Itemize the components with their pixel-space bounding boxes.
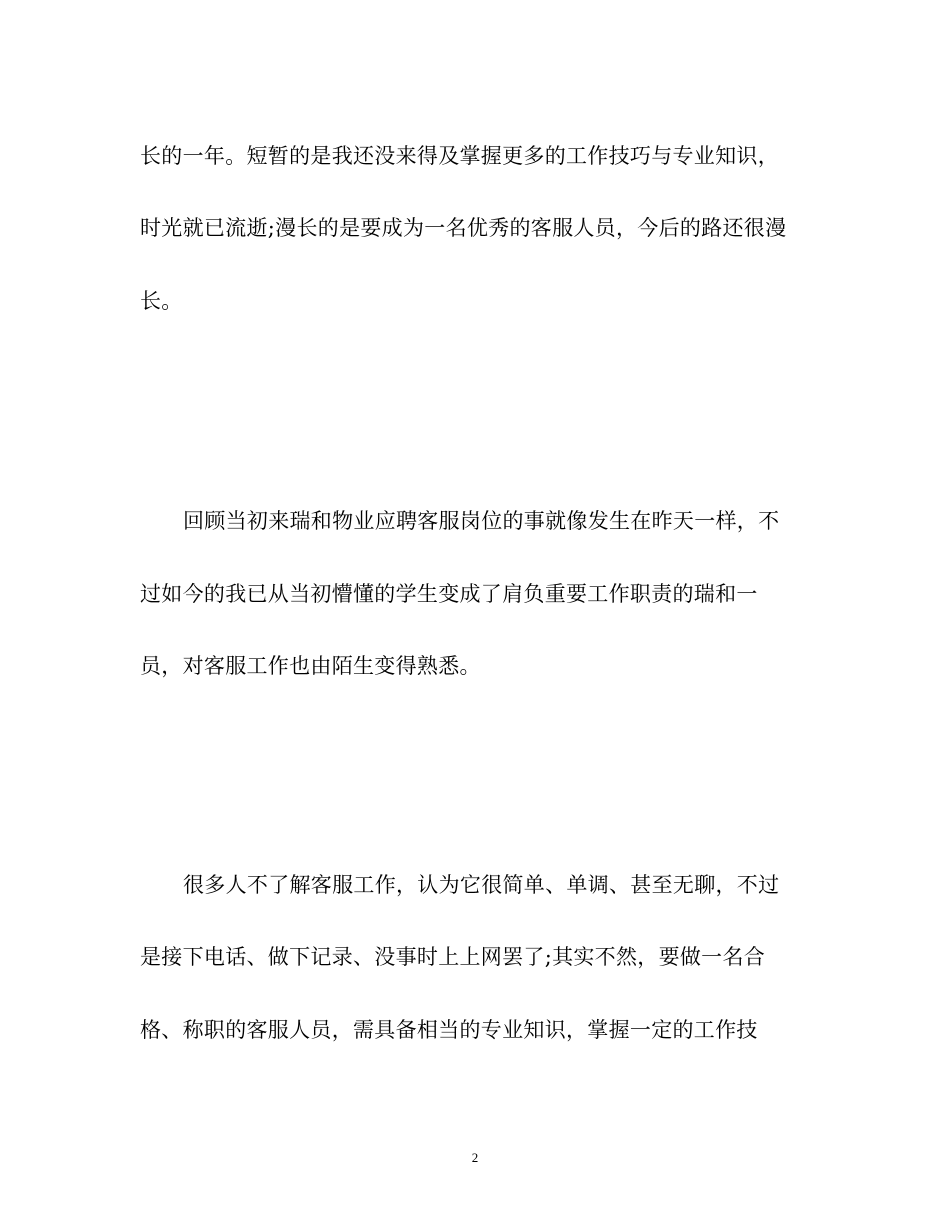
paragraph-3-line-2: 是接下电话、做下记录、没事时上上网罢了;其实不然，要做一名合 — [140, 945, 766, 969]
paragraph-3-line-1: 很多人不了解客服工作，认为它很简单、单调、甚至无聊，不过 — [183, 873, 780, 897]
page-number: 2 — [471, 1150, 479, 1165]
paragraph-3-line-3: 格、称职的客服人员，需具备相当的专业知识，掌握一定的工作技 — [140, 1018, 758, 1042]
paragraph-2-line-1: 回顾当初来瑞和物业应聘客服岗位的事就像发生在昨天一样，不 — [183, 509, 780, 533]
paragraph-2-line-3: 员，对客服工作也由陌生变得熟悉。 — [140, 654, 481, 678]
paragraph-1-line-3: 长。 — [140, 289, 183, 313]
paragraph-1-line-1: 长的一年。短暂的是我还没来得及掌握更多的工作技巧与专业知识， — [140, 144, 779, 168]
paragraph-1-line-2: 时光就已流逝;漫长的是要成为一名优秀的客服人员，今后的路还很漫 — [140, 216, 787, 240]
paragraph-2-line-2: 过如今的我已从当初懵懂的学生变成了肩负重要工作职责的瑞和一 — [140, 582, 758, 606]
